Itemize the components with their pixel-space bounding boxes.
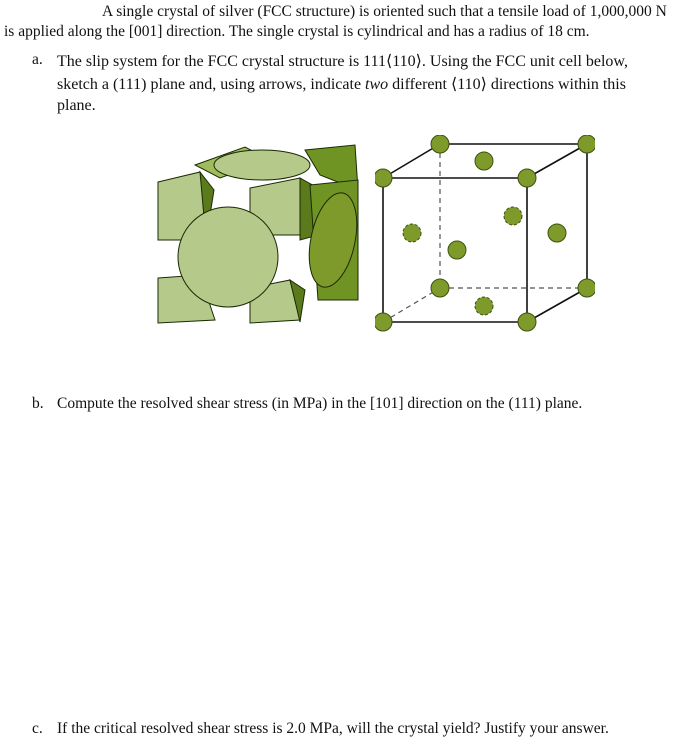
part-a-label: a. [32,51,43,68]
part-a-line-3: plane. [57,97,96,114]
part-a-line-1: The slip system for the FCC crystal structure is 111⟨110⟩. Using the FCC unit cell below, [57,53,628,70]
fcc-unit-cell [375,135,595,335]
part-a-line-2-pre: sketch a (111) plane and, using arrows, indicate [57,76,366,93]
part-b-label: b. [32,395,44,412]
intro-line-2: is applied along the [001] direction. The single crystal is cylindrical and has a radius of 18 cm. [4,23,590,40]
part-a-emphasis: two [365,76,389,93]
fcc-sphere-model [150,135,370,335]
part-c-text: If the critical resolved shear stress is 2.0 MPa, will the crystal yield? Justify your answer. [57,720,609,737]
intro-line-1: A single crystal of silver (FCC structure) is oriented such that a tensile load of 1,000,000 N [102,3,667,20]
atom [431,135,449,153]
part-c-label: c. [32,720,43,737]
part-a-line-2 [57,74,626,94]
part-b-text: Compute the resolved shear stress (in MPa) in the [101] direction on the (111) plane. [57,395,583,412]
part-a-line-2-post: different ⟨110⟩ directions within this [388,76,626,93]
